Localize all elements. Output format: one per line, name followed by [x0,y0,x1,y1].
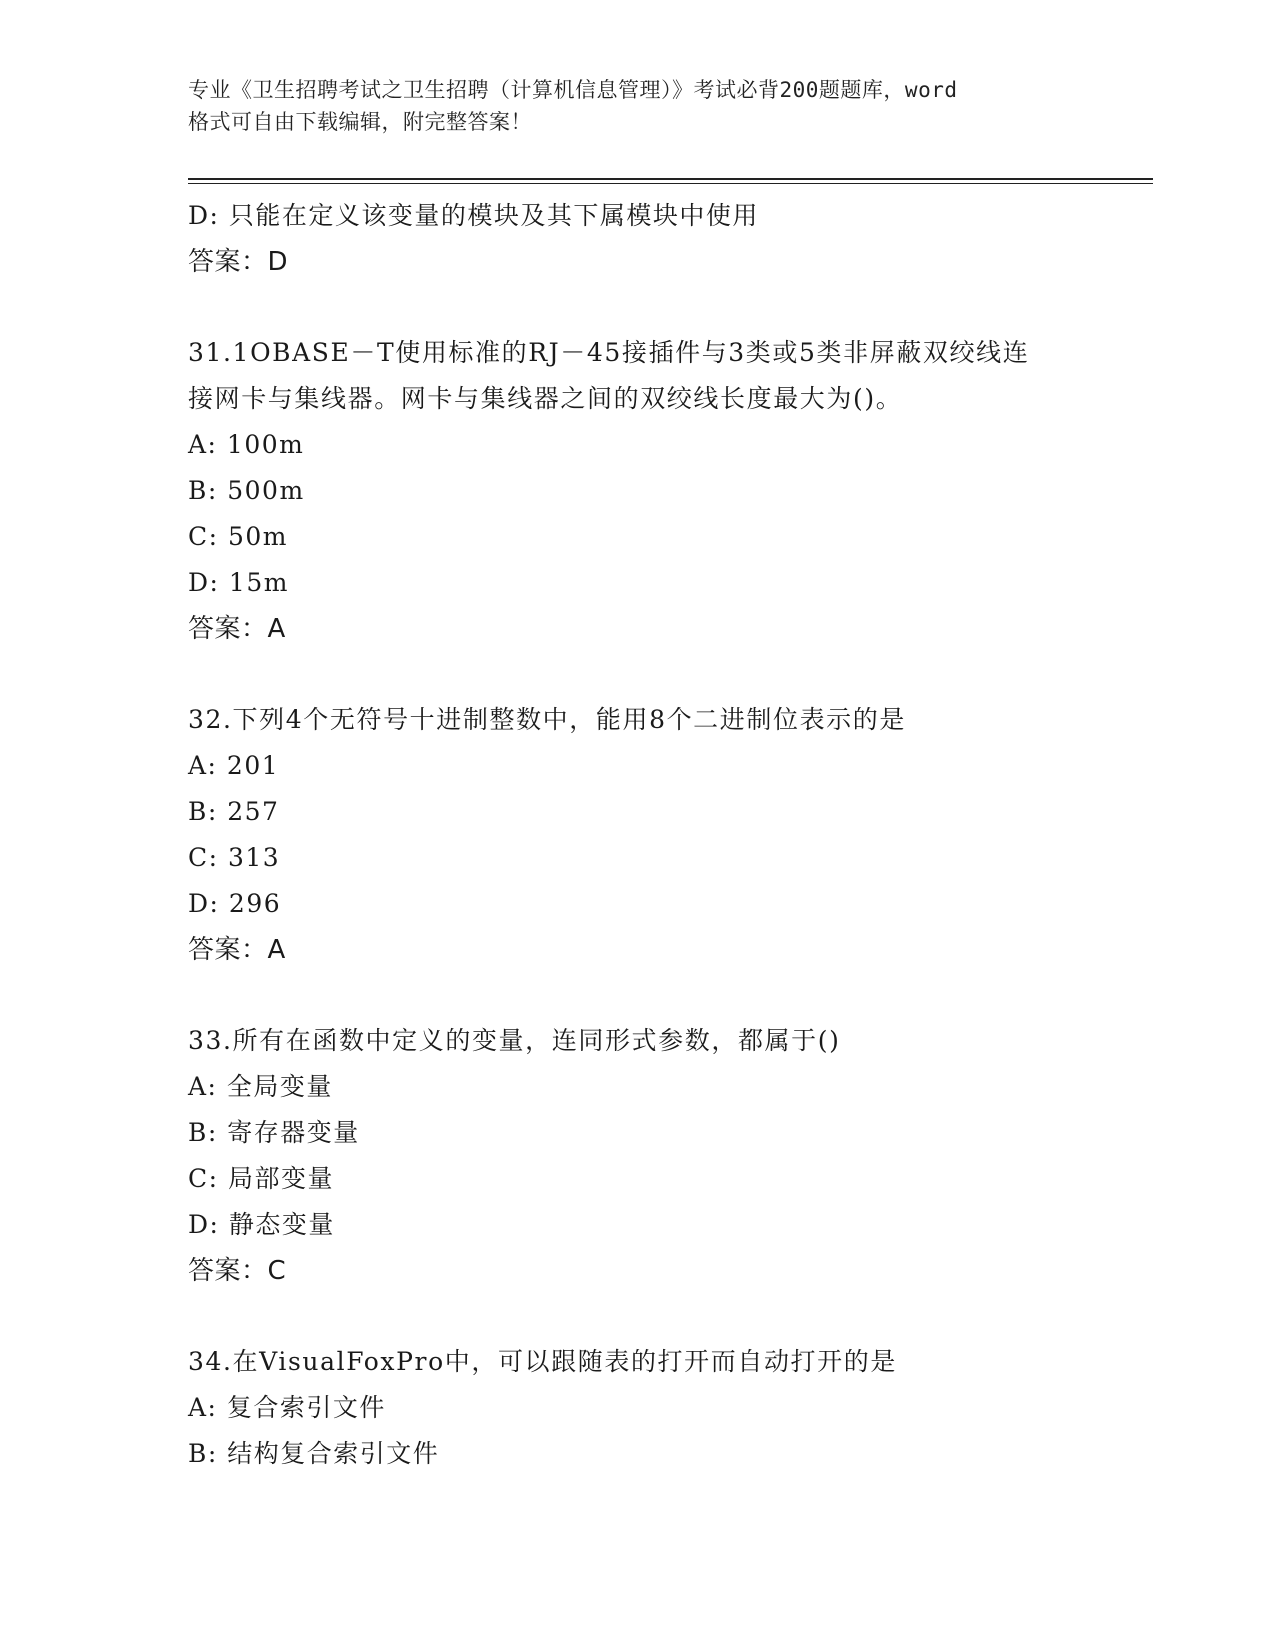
question-32 [188,697,1088,973]
option-b: B: 结构复合索引文件 [188,1439,440,1468]
option-c: C: 313 [188,843,281,872]
stem-line: 34.在VisualFoxPro中，可以跟随表的打开而自动打开的是 [188,1347,897,1376]
stem-line: 31.1OBASE－T使用标准的RJ－45接插件与3类或5类非屏蔽双绞线连 [188,338,1030,367]
stem-line: 接网卡与集线器。网卡与集线器之间的双绞线长度最大为()。 [188,384,903,413]
header-line-1: 专业《卫生招聘考试之卫生招聘（计算机信息管理）》考试必背200题题库，word [188,78,958,102]
option-b: B: 寄存器变量 [188,1118,360,1147]
question-stem [188,697,1088,743]
spacer [188,973,1088,1018]
answer-line: 答案：A [188,935,286,965]
question-stem [188,1018,1088,1064]
answer-line: 答案：A [188,614,286,644]
option-d: D: 只能在定义该变量的模块及其下属模块中使用 [188,201,759,230]
question-stem [188,1339,1088,1385]
question-31 [188,330,1088,652]
header-divider-thin [188,183,1153,184]
option-b: B: 257 [188,797,280,826]
question-list [188,193,1088,1477]
answer-line: 答案：C [188,1256,287,1286]
question-34 [188,1339,1088,1477]
option-b: B: 500m [188,476,305,505]
option-c: C: 50m [188,522,289,551]
spacer [188,285,1088,330]
option-a: A: 复合索引文件 [188,1393,386,1422]
previous-question-tail [188,193,1088,285]
answer-line: 答案：D [188,247,289,277]
header-divider-thick [188,178,1153,180]
document-header [188,74,1088,138]
option-d: D: 296 [188,889,282,918]
spacer [188,1294,1088,1339]
option-c: C: 局部变量 [188,1164,334,1193]
stem-line: 33.所有在函数中定义的变量，连同形式参数，都属于() [188,1026,841,1055]
option-d: D: 15m [188,568,289,597]
question-33 [188,1018,1088,1294]
header-line-2: 格式可自由下载编辑，附完整答案！ [188,110,532,134]
option-a: A: 100m [188,430,305,459]
spacer [188,652,1088,697]
option-a: A: 全局变量 [188,1072,333,1101]
question-stem [188,330,1088,422]
option-a: A: 201 [188,751,280,780]
stem-line: 32.下列4个无符号十进制整数中，能用8个二进制位表示的是 [188,705,906,734]
option-d: D: 静态变量 [188,1210,335,1239]
